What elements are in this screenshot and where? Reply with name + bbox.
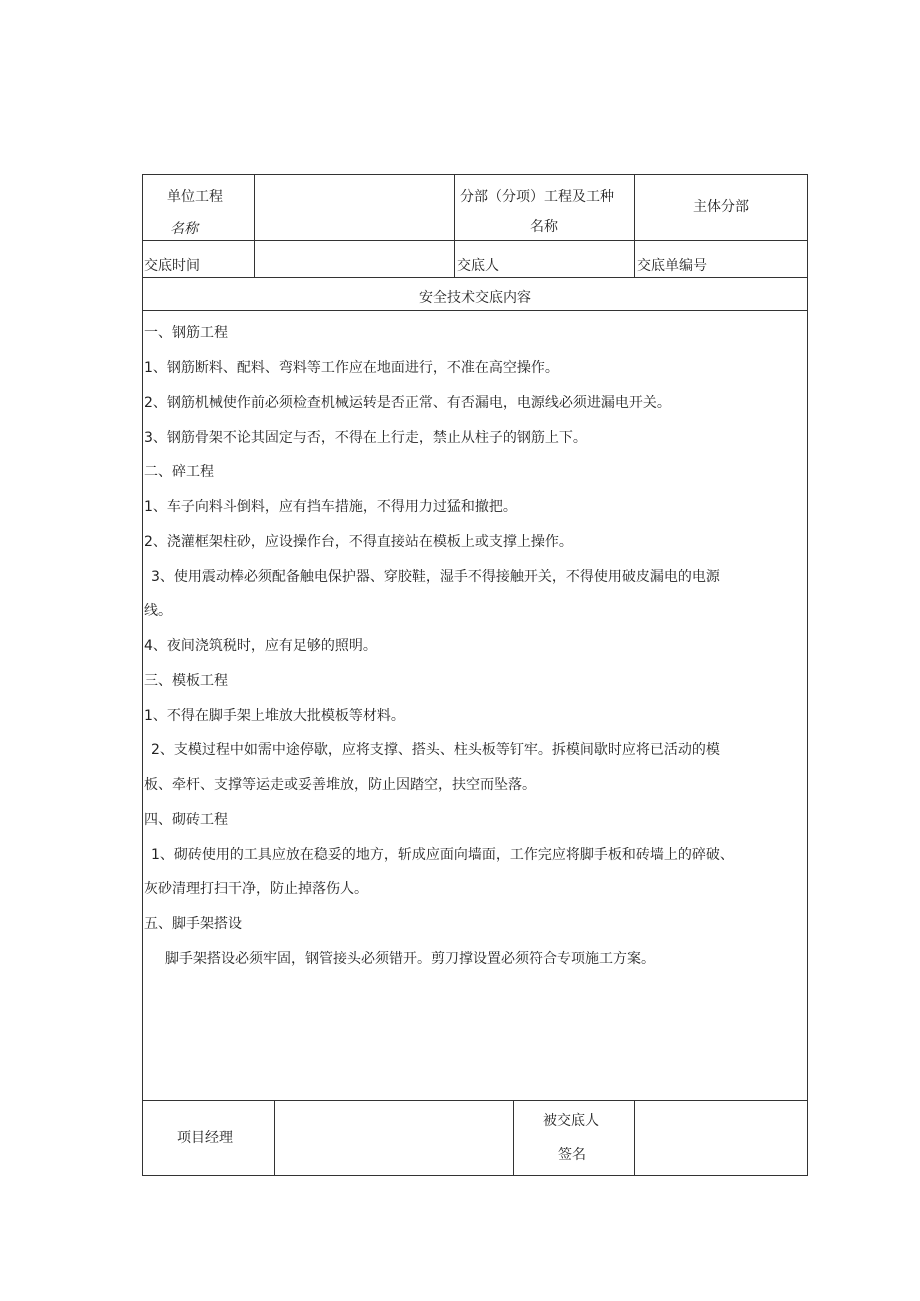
division-value: 主体分部 bbox=[693, 199, 749, 215]
handover-time-label: 交底时间 bbox=[144, 258, 200, 274]
heading-rebar: 一、钢筋工程 bbox=[144, 325, 228, 341]
content-line: 线。 bbox=[144, 603, 172, 619]
divider bbox=[513, 1100, 514, 1176]
heading-formwork: 三、模板工程 bbox=[144, 673, 228, 689]
unit-project-label: 单位工程 bbox=[167, 189, 223, 205]
divider bbox=[142, 1100, 808, 1101]
divider bbox=[634, 1100, 635, 1176]
recipient-label: 被交底人 bbox=[543, 1113, 599, 1129]
handover-no-label: 交底单编号 bbox=[637, 258, 707, 274]
recipient-label-line2: 签名 bbox=[558, 1147, 586, 1163]
content-line: 1、车子向料斗倒料，应有挡车措施，不得用力过猛和撤把。 bbox=[144, 499, 517, 515]
handover-person-label: 交底人 bbox=[457, 258, 499, 274]
content-line: 板、牵杆、支撑等运走或妥善堆放，防止因踏空，扶空而坠落。 bbox=[144, 777, 536, 793]
divider bbox=[142, 240, 808, 241]
content-line: 1、钢筋断料、配料、弯料等工作应在地面进行，不准在高空操作。 bbox=[144, 360, 559, 376]
content-line: 2、钢筋机械使作前必须检查机械运转是否正常、有否漏电，电源线必须进漏电开关。 bbox=[144, 395, 671, 411]
content-line: 3、使用震动棒必须配备触电保护器、穿胶鞋，湿手不得接触开关，不得使用破皮漏电的电源 bbox=[151, 569, 720, 585]
divider bbox=[454, 174, 455, 277]
division-label-line2: 名称 bbox=[530, 219, 558, 235]
unit-project-label-line2: 名称 bbox=[170, 221, 198, 237]
content-line: 1、砌砖使用的工具应放在稳妥的地方，斩成应面向墙面，工作完应将脚手板和砖墙上的碎破、 bbox=[151, 847, 734, 863]
project-manager-label: 项目经理 bbox=[177, 1130, 233, 1146]
divider bbox=[274, 1100, 275, 1176]
content-line: 2、浇灌框架柱砂，应设操作台，不得直接站在模板上或支撑上操作。 bbox=[144, 534, 573, 550]
content-line: 3、钢筋骨架不论其固定与否，不得在上行走，禁止从柱子的钢筋上下。 bbox=[144, 430, 587, 446]
content-line: 脚手架搭设必须牢固，钢管接头必须错开。剪刀撑设置必须符合专项施工方案。 bbox=[165, 951, 655, 967]
section-title: 安全技术交底内容 bbox=[419, 290, 531, 306]
divider bbox=[254, 174, 255, 277]
divider bbox=[634, 174, 635, 277]
content-line: 2、支模过程中如需中途停歇，应将支撑、搭头、柱头板等钉牢。拆模间歇时应将已活动的模 bbox=[151, 742, 720, 758]
heading-masonry: 四、砌砖工程 bbox=[144, 812, 228, 828]
content-line: 灰砂清理打扫干净，防止掉落伤人。 bbox=[144, 881, 368, 897]
heading-concrete: 二、碎工程 bbox=[144, 464, 214, 480]
division-label: 分部（分项）工程及工种 bbox=[460, 189, 614, 205]
content-line: 1、不得在脚手架上堆放大批模板等材料。 bbox=[144, 708, 405, 724]
content-line: 4、夜间浇筑税时，应有足够的照明。 bbox=[144, 638, 377, 654]
heading-scaffold: 五、脚手架搭设 bbox=[144, 916, 242, 932]
